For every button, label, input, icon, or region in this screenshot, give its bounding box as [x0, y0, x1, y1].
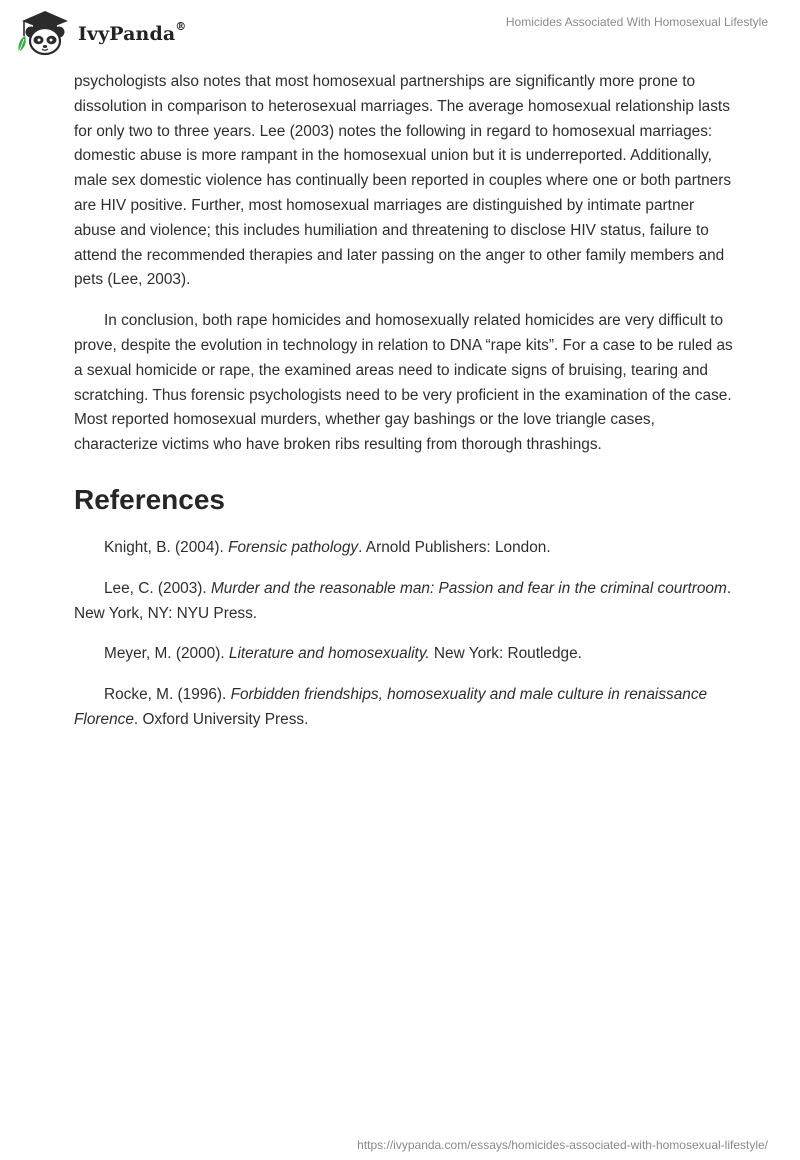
panda-graduate-icon [14, 8, 76, 58]
references-heading: References [74, 483, 225, 515]
reference-title: Literature and homosexuality. [228, 645, 430, 663]
logo-wordmark: IvyPanda® [78, 20, 187, 45]
body-paragraph: psychologists also notes that most homosexual partnerships are significantly more prone to dissolution in comparison to heterosexual marriages. The average homosexual relationship lasts for only two to three years. Lee (2003) notes the following in regard to homosexual marriages: domestic abuse is more rampant in the homosexual union but it is underreported. Additionally, male sex domestic violence has continually been reported in couples where one or both partners are HIV positive. Further, most homosexual marriages are distinguished by intimate partner abuse and violence; this includes humiliation and threatening to disclose HIV status, failure to attend the recommended therapies and later passing on the anger to other family members and pets (Lee, 2003). [74, 73, 732, 289]
ivypanda-logo[interactable] [14, 8, 186, 58]
reference-entry: Lee, C. (2003). Murder and the reasonable man: Passion and fear in the criminal courtroom. New York, NY: NYU Press. [74, 579, 732, 622]
reference-title: Forbidden friendships, homosexuality and male culture in renaissance Florence [74, 686, 708, 728]
body-paragraph: In conclusion, both rape homicides and homosexually related homicides are very difficult to prove, despite the evolution in technology in relation to DNA “rape kits”. For a case to be ruled as a sexual homicide or rape, the examined areas need to indicate signs of bruising, tearing and scratching. Thus forensic psychologists need to be very proficient in the examination of the case. Most reported homosexual murders, whether gay bashings or the love triangle cases, characterize victims who have broken ribs resulting from thorough thrashings. [74, 312, 733, 454]
reference-entry: Knight, B. (2004). Forensic pathology. Arnold Publishers: London. [104, 538, 551, 556]
running-title: Homicides Associated With Homosexual Lifestyle [505, 15, 768, 29]
source-url[interactable]: https://ivypanda.com/essays/homicides-associated-with-homosexual-lifestyle/ [357, 1138, 768, 1152]
registered-mark: ® [175, 20, 187, 33]
reference-entry: Rocke, M. (1996). Forbidden friendships, homosexuality and male culture in renaissance Florence. Oxford University Press. [74, 686, 708, 728]
essay-content [74, 70, 734, 749]
reference-title: Forensic pathology [228, 538, 359, 556]
reference-entry: Meyer, M. (2000). Literature and homosexuality. New York: Routledge. [104, 645, 582, 663]
reference-title: Murder and the reasonable man: Passion and fear in the criminal courtroom [210, 579, 727, 597]
page-header [0, 0, 800, 64]
